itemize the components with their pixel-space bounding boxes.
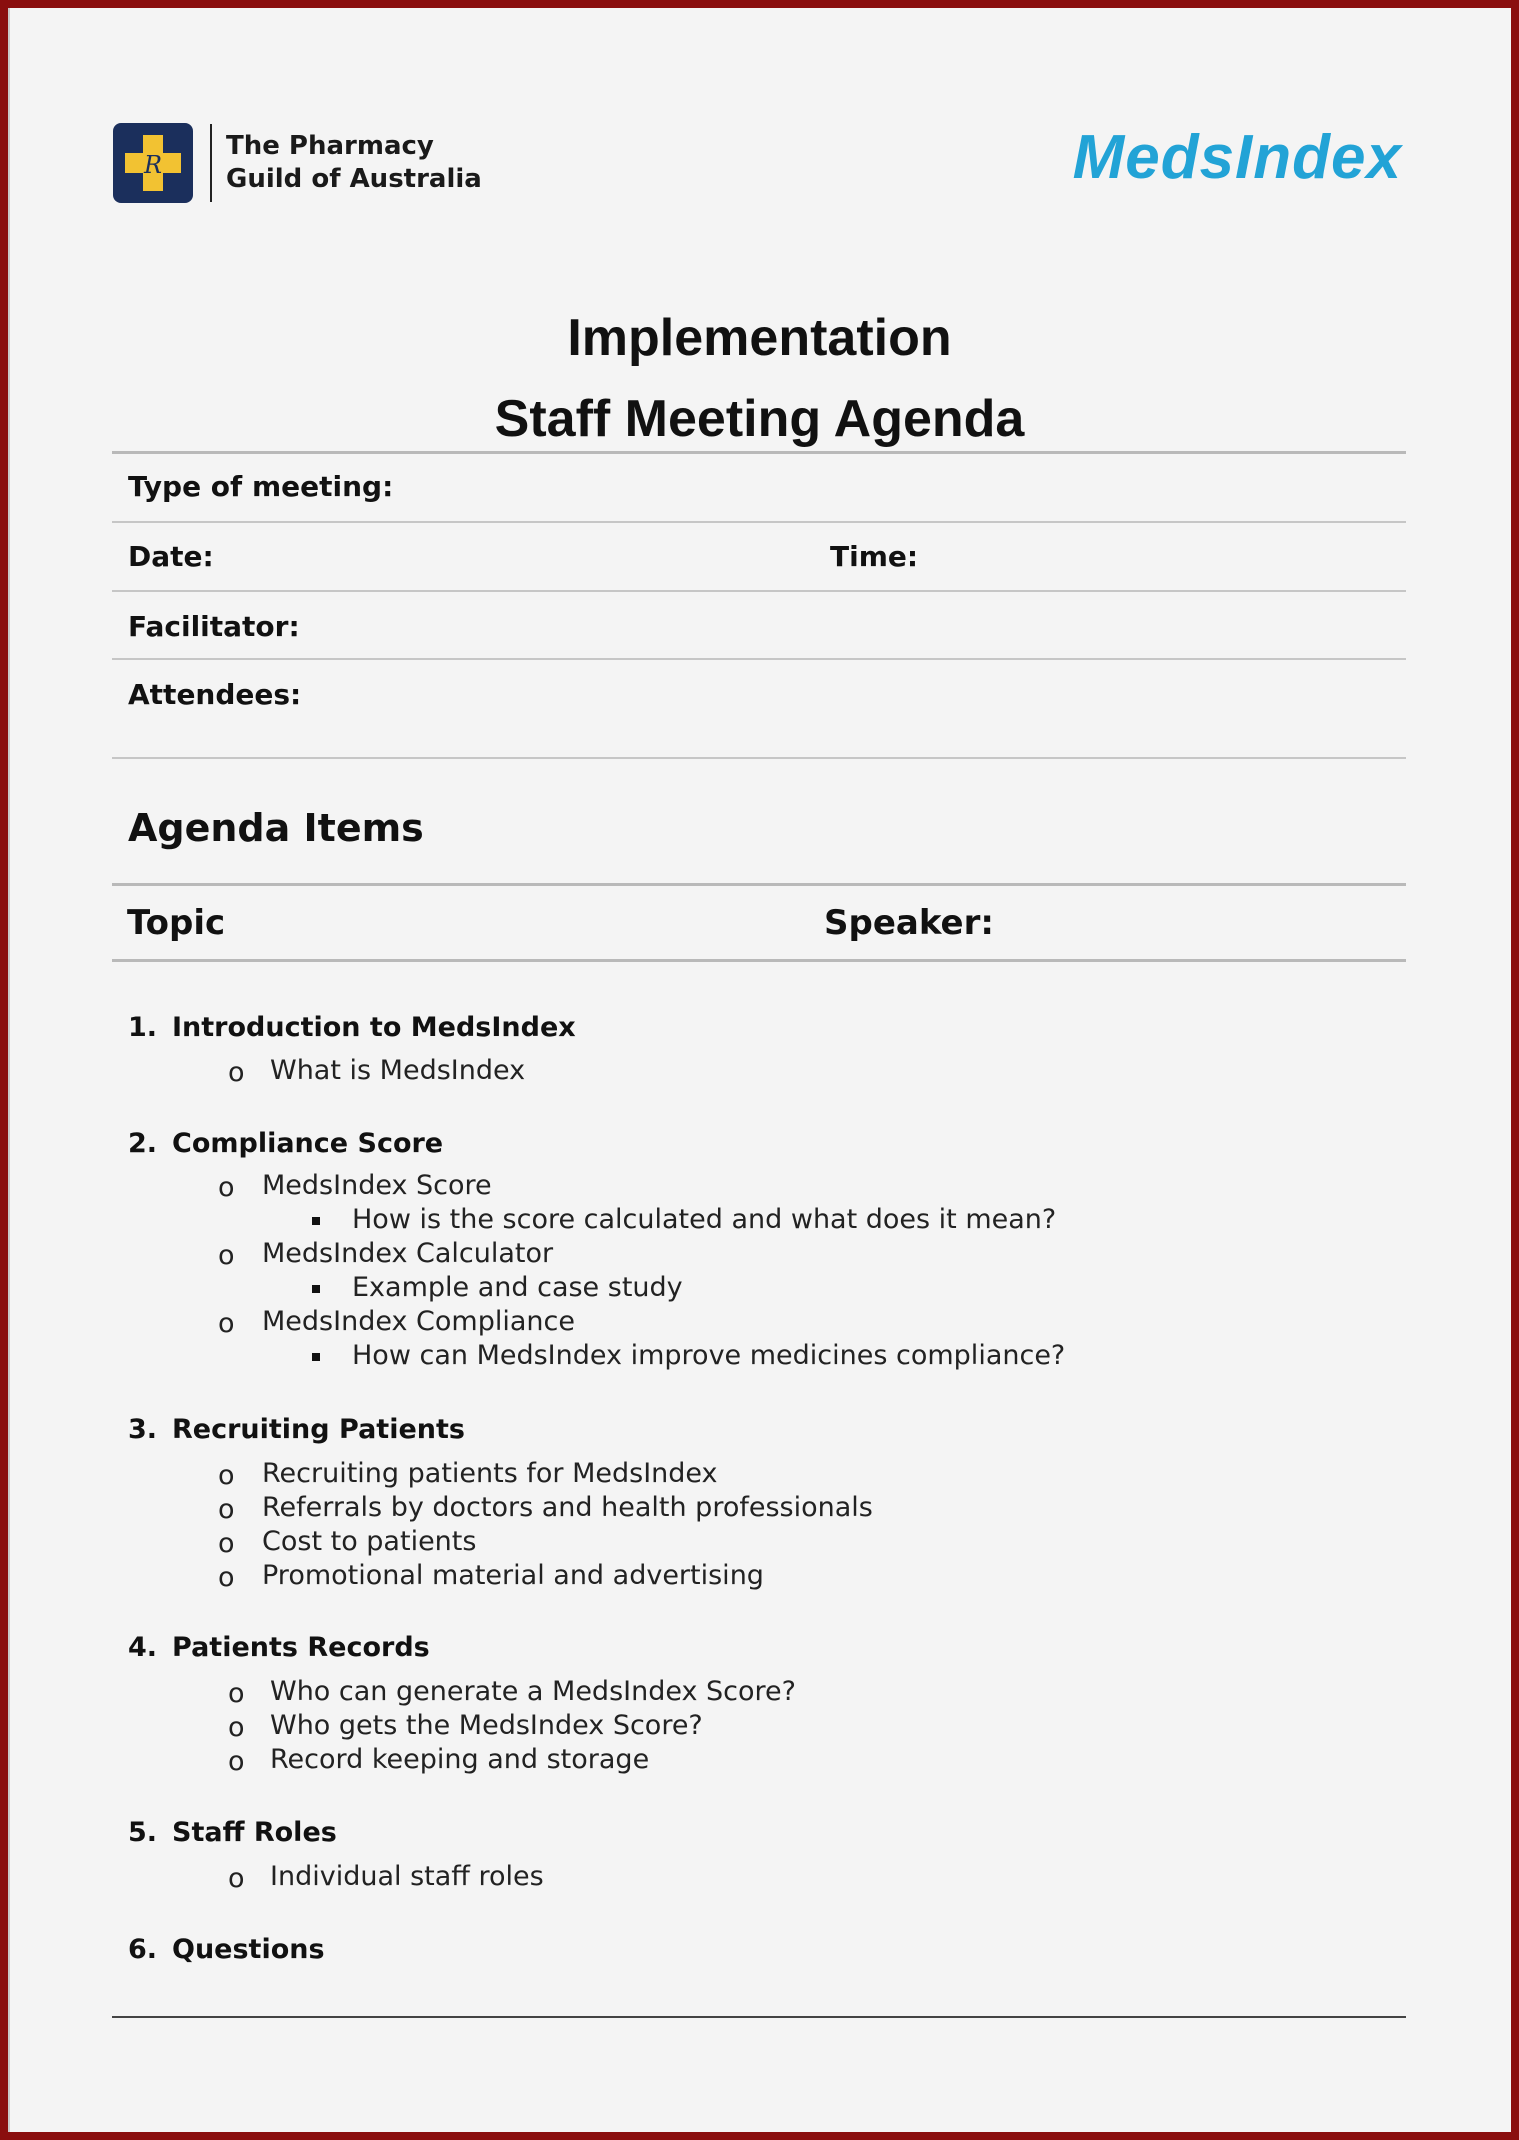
guild-cross-icon xyxy=(113,123,193,203)
agenda-subitem: Recruiting patients for MedsIndex xyxy=(262,1458,718,1489)
circle-bullet-icon: o xyxy=(228,1746,245,1777)
date-label: Date: xyxy=(128,540,214,573)
medsindex-logo: MedsIndex xyxy=(1072,123,1402,192)
agenda-detail: How can MedsIndex improve medicines compliance? xyxy=(352,1340,1066,1371)
agenda-subitem: Promotional material and advertising xyxy=(262,1560,764,1591)
speaker-column-header: Speaker: xyxy=(824,903,994,943)
agenda-item-title xyxy=(128,1817,337,1848)
circle-bullet-icon: o xyxy=(228,1057,245,1088)
row-divider xyxy=(112,658,1406,660)
guild-name-line1: The Pharmacy xyxy=(226,131,434,161)
agenda-subitem: MedsIndex Compliance xyxy=(262,1306,575,1337)
agenda-item-title xyxy=(128,1012,576,1043)
agenda-item-title-text: Patients Records xyxy=(172,1632,430,1663)
square-bullet-icon xyxy=(312,1353,320,1361)
bottom-rule xyxy=(112,2016,1406,2018)
guild-name-line2: Guild of Australia xyxy=(226,164,482,194)
agenda-item-title-text: Recruiting Patients xyxy=(172,1414,465,1445)
agenda-item-number: 1. xyxy=(128,1012,158,1043)
circle-bullet-icon: o xyxy=(228,1712,245,1743)
square-bullet-icon xyxy=(312,1217,320,1225)
agenda-item-number: 4. xyxy=(128,1632,158,1663)
agenda-item-title xyxy=(128,1414,465,1445)
time-label: Time: xyxy=(830,540,919,573)
row-divider xyxy=(112,521,1406,523)
agenda-subitem: Individual staff roles xyxy=(270,1861,544,1892)
facilitator-label: Facilitator: xyxy=(128,610,300,643)
row-divider xyxy=(112,590,1406,592)
square-bullet-icon xyxy=(312,1285,320,1293)
circle-bullet-icon: o xyxy=(218,1528,235,1559)
agenda-subitem: Cost to patients xyxy=(262,1526,477,1557)
agenda-item-title xyxy=(128,1128,443,1159)
agenda-subitem: MedsIndex Score xyxy=(262,1170,492,1201)
agenda-item-title xyxy=(128,1934,325,1965)
circle-bullet-icon: o xyxy=(218,1172,235,1203)
guild-name xyxy=(226,130,482,196)
title-line2: Staff Meeting Agenda xyxy=(494,390,1025,448)
agenda-item-title xyxy=(128,1632,430,1663)
type-of-meeting-label: Type of meeting: xyxy=(128,470,394,503)
circle-bullet-icon: o xyxy=(228,1678,245,1709)
agenda-subitem: Record keeping and storage xyxy=(270,1744,650,1775)
agenda-subitem: Who can generate a MedsIndex Score? xyxy=(270,1676,796,1707)
agenda-item-title-text: Compliance Score xyxy=(172,1128,444,1159)
topic-column-header: Topic xyxy=(127,903,226,943)
agenda-rule xyxy=(112,883,1406,886)
agenda-rule xyxy=(112,959,1406,962)
circle-bullet-icon: o xyxy=(218,1240,235,1271)
agenda-item-title-text: Questions xyxy=(172,1934,325,1965)
agenda-item-number: 6. xyxy=(128,1934,158,1965)
agenda-subitem: What is MedsIndex xyxy=(270,1055,526,1086)
badge-letter: R xyxy=(143,151,163,179)
logo-divider xyxy=(210,124,212,202)
agenda-detail: How is the score calculated and what does it mean? xyxy=(352,1204,1057,1235)
circle-bullet-icon: o xyxy=(218,1460,235,1491)
title-rule xyxy=(112,451,1406,454)
agenda-heading: Agenda Items xyxy=(128,806,424,850)
row-divider xyxy=(112,757,1406,759)
pharmacy-guild-logo xyxy=(113,123,482,203)
circle-bullet-icon: o xyxy=(218,1308,235,1339)
agenda-subitem: MedsIndex Calculator xyxy=(262,1238,554,1269)
agenda-item-number: 3. xyxy=(128,1414,158,1445)
agenda-detail: Example and case study xyxy=(352,1272,683,1303)
title-line1: Implementation xyxy=(567,309,952,367)
agenda-item-title-text: Staff Roles xyxy=(172,1817,337,1848)
agenda-subitem: Who gets the MedsIndex Score? xyxy=(270,1710,703,1741)
agenda-item-number: 5. xyxy=(128,1817,158,1848)
attendees-label: Attendees: xyxy=(128,678,302,711)
circle-bullet-icon: o xyxy=(228,1863,245,1894)
circle-bullet-icon: o xyxy=(218,1494,235,1525)
agenda-item-number: 2. xyxy=(128,1128,158,1159)
agenda-subitem: Referrals by doctors and health professionals xyxy=(262,1492,873,1523)
circle-bullet-icon: o xyxy=(218,1562,235,1593)
agenda-item-title-text: Introduction to MedsIndex xyxy=(172,1012,576,1043)
